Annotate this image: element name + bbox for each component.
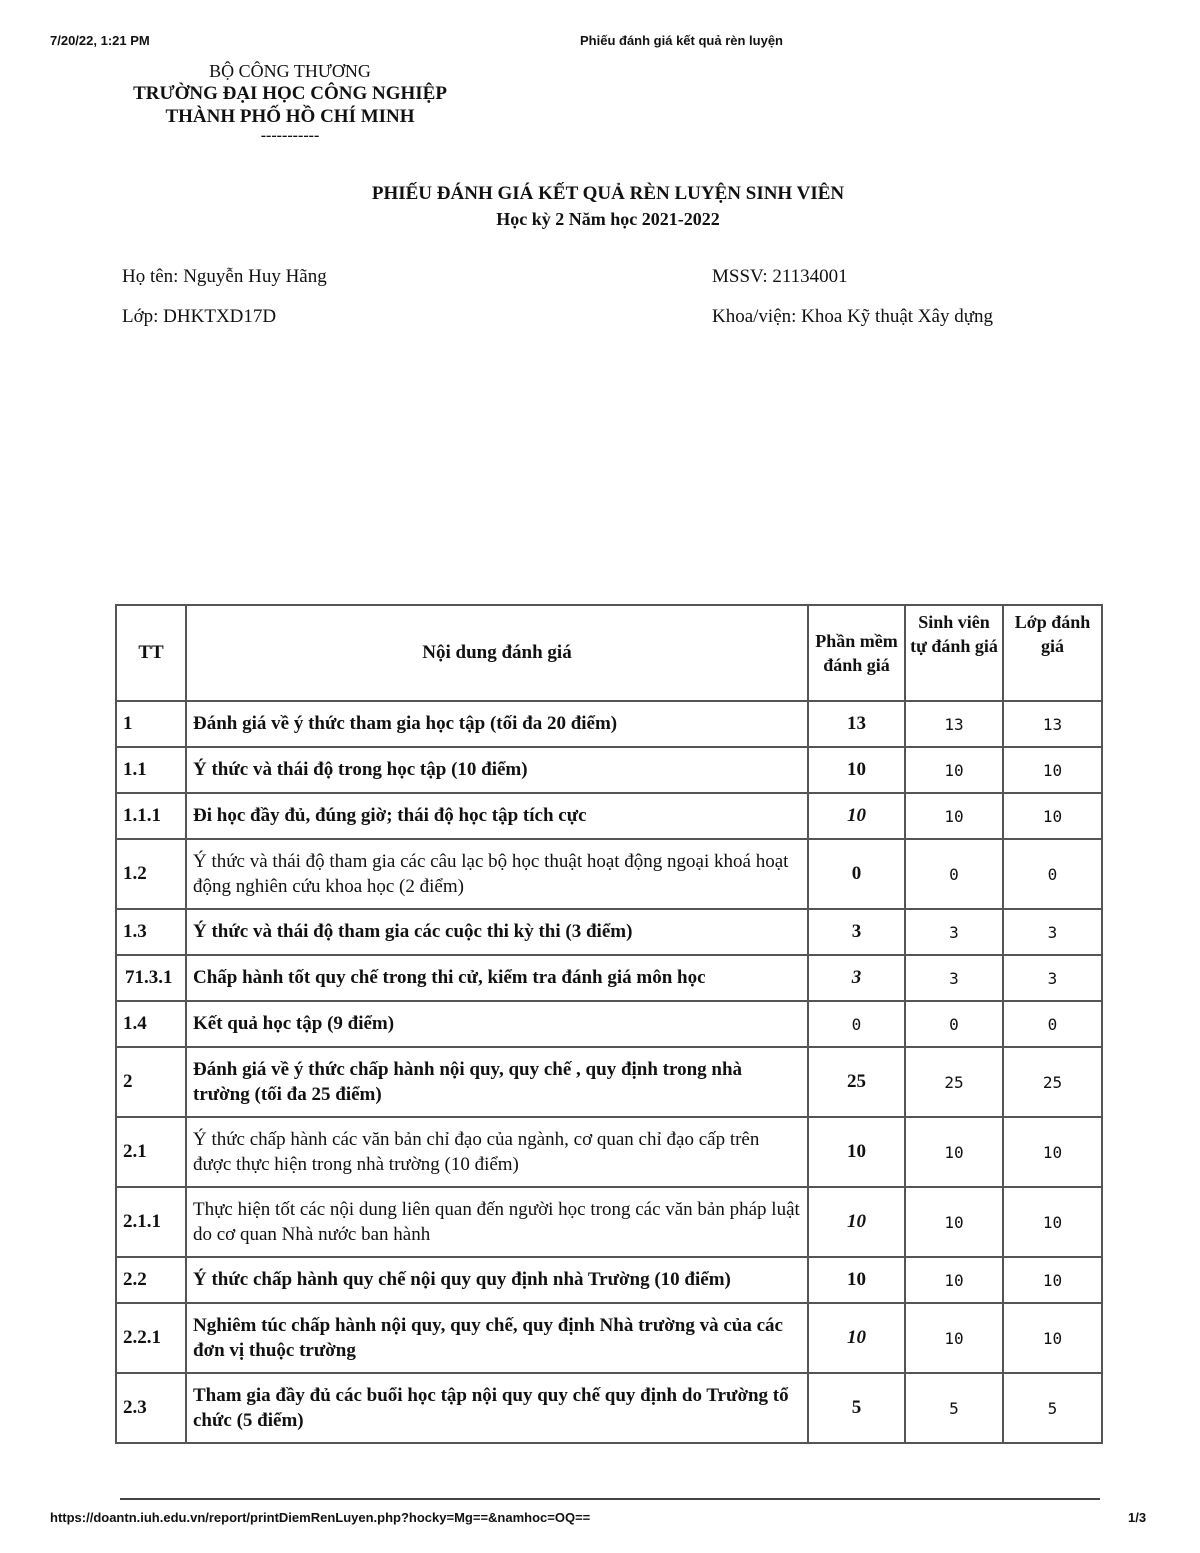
header-class-eval: Lớp đánh giá: [1003, 605, 1102, 701]
row-self-score: 10: [905, 1117, 1003, 1187]
form-title: PHIẾU ĐÁNH GIÁ KẾT QUẢ RÈN LUYỆN SINH VIÊN: [371, 183, 845, 204]
table-row: [116, 955, 1102, 1001]
row-content: Kết quả học tập (9 điểm): [186, 1001, 808, 1047]
row-self-score: 0: [905, 839, 1003, 909]
row-class-score: 5: [1003, 1373, 1102, 1443]
row-tt: 1: [116, 701, 186, 747]
row-self-score: 5: [905, 1373, 1003, 1443]
header-self: Sinh viên tự đánh giá: [905, 605, 1003, 701]
row-class-score: 25: [1003, 1047, 1102, 1117]
student-mssv: MSSV: 21134001: [712, 266, 848, 287]
row-content: Ý thức chấp hành quy chế nội quy quy định nhà Trường (10 điểm): [186, 1257, 808, 1303]
row-tt: 1.2: [116, 839, 186, 909]
table-row: [116, 1187, 1102, 1257]
table-row: [116, 1303, 1102, 1373]
institution-header: [110, 60, 470, 144]
row-class-score: 10: [1003, 1257, 1102, 1303]
row-content: Đi học đầy đủ, đúng giờ; thái độ học tập tích cực: [186, 793, 808, 839]
row-self-score: 10: [905, 1187, 1003, 1257]
row-self-score: 10: [905, 793, 1003, 839]
row-content: Đánh giá về ý thức chấp hành nội quy, quy chế , quy định trong nhà trường (tối đa 25 điểm): [186, 1047, 808, 1117]
student-faculty: Khoa/viện: Khoa Kỹ thuật Xây dựng: [712, 306, 993, 327]
ministry-name: BỘ CÔNG THƯƠNG: [209, 61, 371, 81]
table-row: [116, 793, 1102, 839]
row-self-score: 10: [905, 1257, 1003, 1303]
print-url[interactable]: https://doantn.iuh.edu.vn/report/printDiemRenLuyen.php?hocky=Mg==&namhoc=OQ==: [50, 1510, 591, 1525]
table-row: [116, 747, 1102, 793]
row-software-score: 3: [808, 955, 905, 1001]
row-content: Thực hiện tốt các nội dung liên quan đến người học trong các văn bản pháp luật do cơ quan Nhà nước ban hành: [186, 1187, 808, 1257]
row-tt: 2.2.1: [116, 1303, 186, 1373]
row-content: Ý thức và thái độ trong học tập (10 điểm): [186, 747, 808, 793]
row-tt: 1.1.1: [116, 793, 186, 839]
row-tt: 1.4: [116, 1001, 186, 1047]
footer-rule: [120, 1498, 1100, 1500]
row-self-score: 0: [905, 1001, 1003, 1047]
row-content: Ý thức chấp hành các văn bản chỉ đạo của ngành, cơ quan chỉ đạo cấp trên được thực hiện trong nhà trường (10 điểm): [186, 1117, 808, 1187]
row-content: Đánh giá về ý thức tham gia học tập (tối đa 20 điểm): [186, 701, 808, 747]
row-tt: 2.1.1: [116, 1187, 186, 1257]
table-row: [116, 839, 1102, 909]
row-tt: 2.2: [116, 1257, 186, 1303]
row-tt: 2.3: [116, 1373, 186, 1443]
row-software-score: 10: [808, 747, 905, 793]
table-header-row: [116, 605, 1102, 701]
row-class-score: 10: [1003, 1303, 1102, 1373]
row-tt: 1.1: [116, 747, 186, 793]
student-name: Họ tên: Nguyễn Huy Hãng: [122, 266, 327, 287]
row-class-score: 3: [1003, 909, 1102, 955]
evaluation-table: [115, 604, 1103, 1444]
row-software-score: 10: [808, 1257, 905, 1303]
row-self-score: 3: [905, 909, 1003, 955]
row-self-score: 10: [905, 1303, 1003, 1373]
header-rule: -----------: [260, 127, 320, 144]
row-class-score: 13: [1003, 701, 1102, 747]
row-content: Chấp hành tốt quy chế trong thi cử, kiểm tra đánh giá môn học: [186, 955, 808, 1001]
table-row: [116, 1001, 1102, 1047]
header-content: Nội dung đánh giá: [186, 605, 808, 701]
row-software-score: 0: [808, 839, 905, 909]
row-self-score: 3: [905, 955, 1003, 1001]
row-class-score: 10: [1003, 1187, 1102, 1257]
row-software-score: 3: [808, 909, 905, 955]
table-row: [116, 909, 1102, 955]
table-row: [116, 1047, 1102, 1117]
row-software-score: 10: [808, 793, 905, 839]
row-class-score: 10: [1003, 793, 1102, 839]
row-class-score: 0: [1003, 839, 1102, 909]
row-tt: 71.3.1: [116, 955, 186, 1001]
row-self-score: 13: [905, 701, 1003, 747]
university-name-line2: THÀNH PHỐ HỒ CHÍ MINH: [165, 106, 415, 127]
row-content: Ý thức và thái độ tham gia các cuộc thi kỳ thi (3 điểm): [186, 909, 808, 955]
row-content: Ý thức và thái độ tham gia các câu lạc bộ học thuật hoạt động ngoại khoá hoạt động nghiên cứu khoa học (2 điểm): [186, 839, 808, 909]
row-software-score: 5: [808, 1373, 905, 1443]
row-self-score: 25: [905, 1047, 1003, 1117]
row-class-score: 10: [1003, 1117, 1102, 1187]
table-row: [116, 701, 1102, 747]
row-self-score: 10: [905, 747, 1003, 793]
row-tt: 2: [116, 1047, 186, 1117]
row-tt: 1.3: [116, 909, 186, 955]
table-row: [116, 1257, 1102, 1303]
row-content: Tham gia đầy đủ các buổi học tập nội quy quy chế quy định do Trường tổ chức (5 điểm): [186, 1373, 808, 1443]
row-software-score: 0: [808, 1001, 905, 1047]
student-class: Lớp: DHKTXD17D: [122, 306, 277, 327]
row-software-score: 10: [808, 1303, 905, 1373]
header-tt: TT: [116, 605, 186, 701]
header-software: Phần mềm đánh giá: [808, 605, 905, 701]
university-name-line1: TRƯỜNG ĐẠI HỌC CÔNG NGHIỆP: [133, 83, 447, 104]
table-row: [116, 1373, 1102, 1443]
print-datetime: 7/20/22, 1:21 PM: [50, 33, 150, 48]
row-class-score: 3: [1003, 955, 1102, 1001]
row-software-score: 25: [808, 1047, 905, 1117]
form-subtitle: Học kỳ 2 Năm học 2021-2022: [496, 209, 720, 229]
row-content: Nghiêm túc chấp hành nội quy, quy chế, quy định Nhà trường và của các đơn vị thuộc trường: [186, 1303, 808, 1373]
row-software-score: 13: [808, 701, 905, 747]
table-row: [116, 1117, 1102, 1187]
row-class-score: 0: [1003, 1001, 1102, 1047]
row-software-score: 10: [808, 1187, 905, 1257]
row-software-score: 10: [808, 1117, 905, 1187]
row-class-score: 10: [1003, 747, 1102, 793]
page-number: 1/3: [1128, 1510, 1147, 1525]
row-tt: 2.1: [116, 1117, 186, 1187]
print-doc-title: Phiếu đánh giá kết quả rèn luyện: [580, 33, 783, 48]
